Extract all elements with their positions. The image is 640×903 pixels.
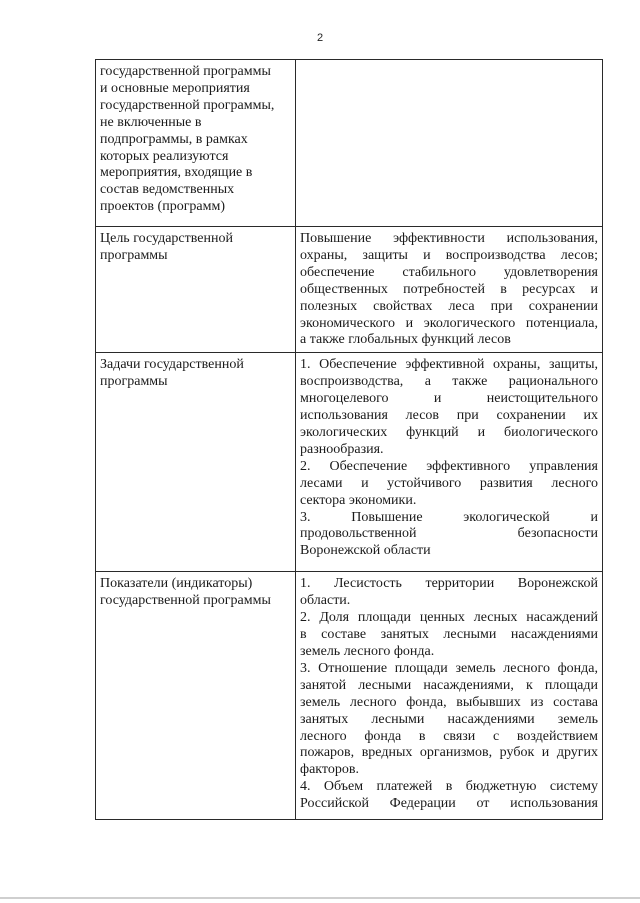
value-line: продовольственной безопасности <box>300 526 598 542</box>
value-line: лесного фонда в связи с воздействием <box>300 728 598 744</box>
value-line: 4. Объем платежей в бюджетную систему <box>300 779 598 795</box>
value-line: факторов. <box>300 762 359 778</box>
label-line: государственной программы <box>100 593 271 609</box>
value-line: экономического и экологического потенциала, <box>300 315 598 331</box>
value-line: 1. Лесистость территории Воронежской <box>300 576 598 592</box>
label-line: состав ведомственных <box>100 182 235 198</box>
value-line: занятой лесными насаждениями, к площади <box>300 677 598 693</box>
bottom-edge-shadow <box>0 897 640 899</box>
row-value-activities <box>296 60 603 227</box>
label-line: мероприятия, входящие в <box>100 165 253 181</box>
label-line: Показатели (индикаторы) <box>100 576 253 592</box>
label-line: государственной программы, <box>100 97 275 113</box>
value-line: общественных потребностей в ресурсах и <box>300 281 598 297</box>
value-line: полезных свойствах леса при сохранении <box>300 298 598 314</box>
value-line: а также глобальных функций лесов <box>300 332 511 348</box>
row-value-goal <box>296 227 603 353</box>
value-line: занятых лесными насаждениями земель <box>300 711 598 727</box>
value-line: разнообразия. <box>300 441 384 457</box>
label-line: программы <box>100 374 168 390</box>
value-line: использования лесов при сохранении их <box>300 408 598 424</box>
value-line: земель лесного фонда. <box>300 643 435 659</box>
label-line: государственной программы <box>100 64 271 79</box>
value-line: сектора экономики. <box>300 492 417 508</box>
label-line: не включенные в <box>100 114 202 130</box>
value-line: экологических функций и биологического <box>300 424 598 440</box>
value-line: обеспечение стабильного удовлетворения <box>300 264 598 280</box>
table-row-activities <box>96 60 603 227</box>
value-line: 3. Отношение площади земель лесного фонда, <box>300 660 598 676</box>
value-line: 2. Доля площади ценных лесных насаждений <box>300 610 598 626</box>
value-line: воспроизводства, а также рационального <box>300 374 598 390</box>
label-line: и основные мероприятия <box>100 80 250 96</box>
row-label-indicators <box>96 572 296 820</box>
label-line: Цель государственной <box>100 231 233 246</box>
value-line: Российской Федерации от использования <box>300 796 598 812</box>
label-line: которых реализуются <box>100 148 229 164</box>
row-label-activities <box>96 60 296 227</box>
row-value-tasks <box>296 353 603 572</box>
row-label-goal <box>96 227 296 353</box>
value-line: в составе занятых лесными насаждениями <box>300 627 598 643</box>
value-line: многоцелевого и неистощительного <box>300 391 598 407</box>
value-line: Повышение эффективности использования, <box>300 231 598 246</box>
row-label-tasks <box>96 353 296 572</box>
row-value-indicators <box>296 572 603 820</box>
label-line: проектов (программ) <box>100 199 226 215</box>
value-line: 3. Повышение экологической и <box>300 509 598 525</box>
table-row-goal <box>96 227 603 353</box>
value-line: охраны, защиты и воспроизводства лесов; <box>300 247 598 263</box>
value-line: лесами и устойчивого развития лесного <box>300 475 598 491</box>
value-line: пожаров, вредных организмов, рубок и других <box>300 745 598 761</box>
value-line: Воронежской области <box>300 543 431 559</box>
value-line: земель лесного фонда, выбывших из состава <box>300 694 598 710</box>
value-line: 1. Обеспечение эффективной охраны, защиты, <box>300 357 598 373</box>
label-line: подпрограммы, в рамках <box>100 131 248 147</box>
program-passport-table <box>95 59 603 820</box>
label-line: программы <box>100 247 168 263</box>
value-line: области. <box>300 593 351 609</box>
table-body <box>96 60 603 820</box>
page-number: 2 <box>316 32 324 44</box>
value-line: 2. Обеспечение эффективного управления <box>300 458 598 474</box>
label-line: Задачи государственной <box>100 357 244 373</box>
table-row-indicators <box>96 572 603 820</box>
table-row-tasks <box>96 353 603 572</box>
